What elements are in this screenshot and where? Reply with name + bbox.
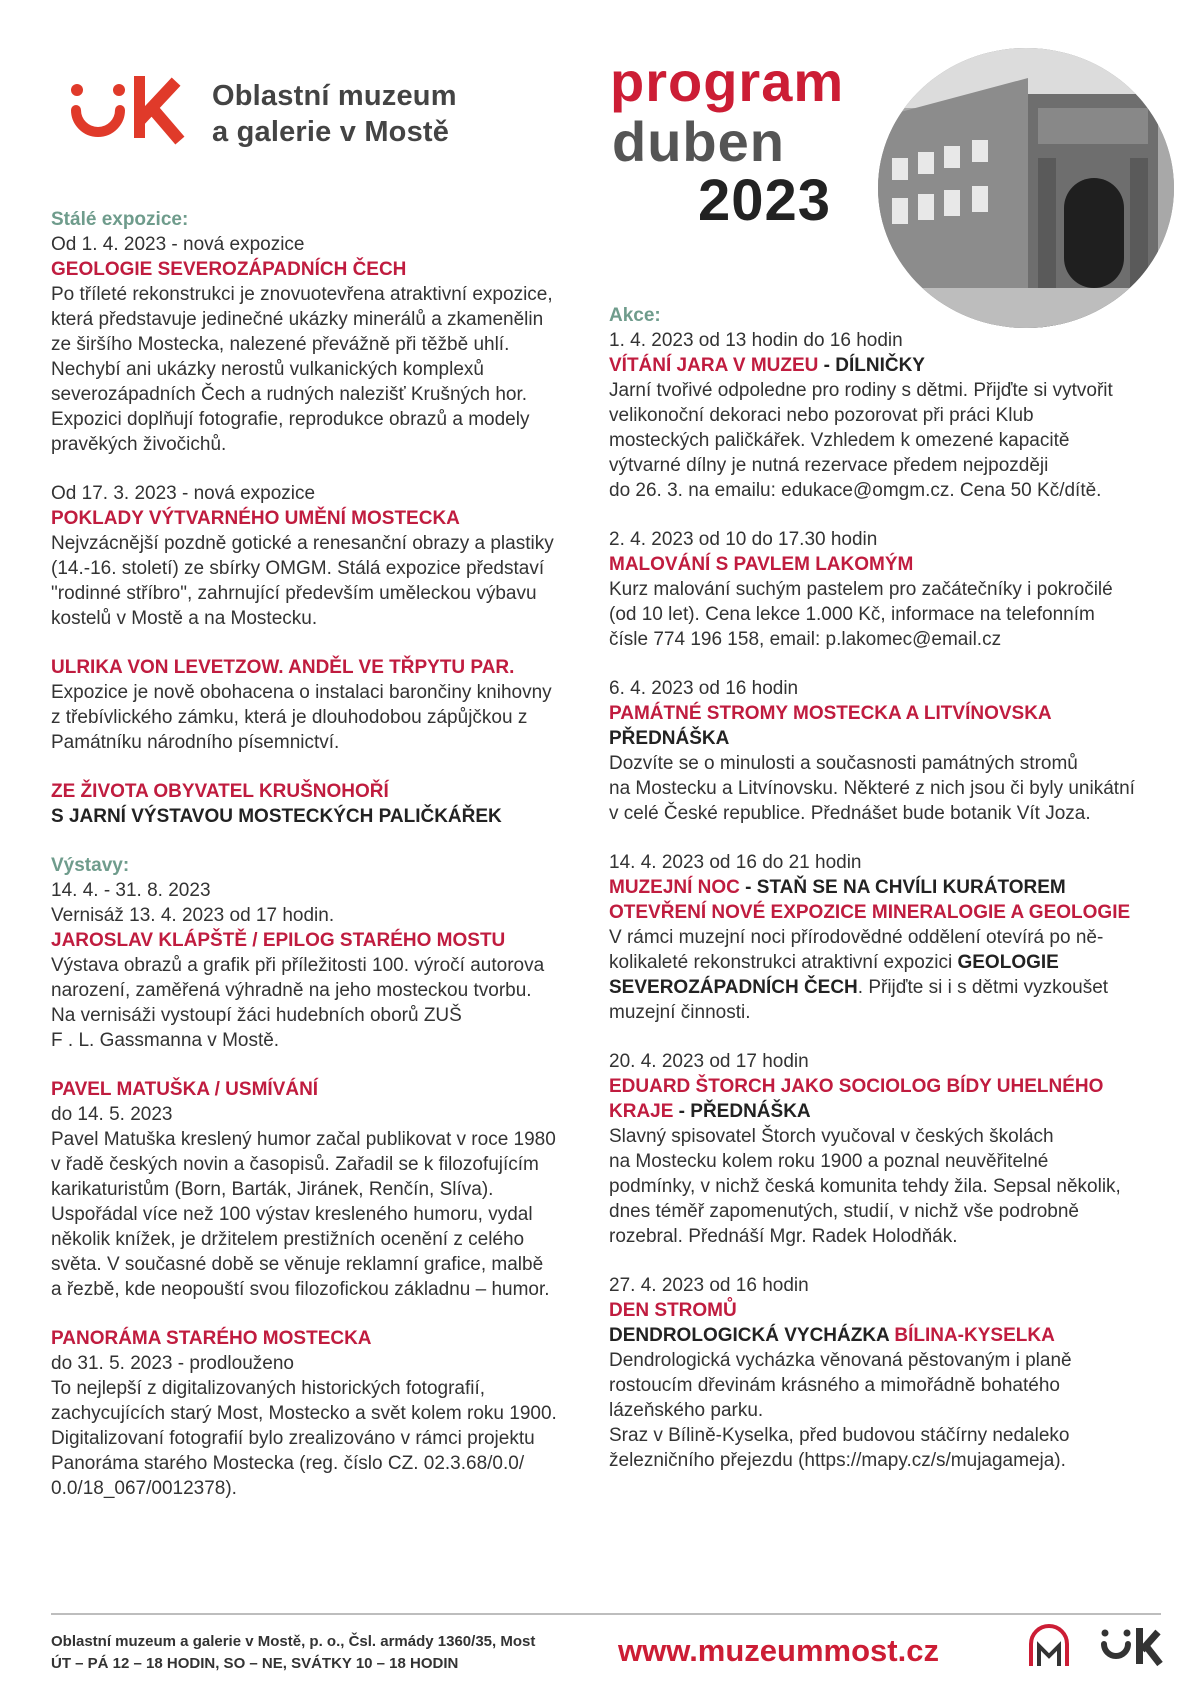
event-desc-line: karikaturistům (Born, Barták, Jiránek, Renčín, Slíva). [51,1179,494,1200]
event-desc-line: 0.0/18_067/0012378). [51,1478,237,1499]
event-desc-line: výtvarné dílny je nutná rezervace předem nejpozději [609,455,1049,476]
event-desc-line: Pavel Matuška kreslený humor začal publikovat v roce 1980 [51,1129,556,1150]
event-desc-line: Panoráma starého Mostecka (reg. číslo CZ. 02.3.68/0.0/ [51,1453,525,1474]
event-desc-line: zachycujících starý Most, Mostecko a svět kolem roku 1900. [51,1403,557,1424]
event-desc-line: rostoucím dřevinám krásného a mimořádně bohatého [609,1375,1060,1396]
org-name-line2: a galerie v Mostě [212,116,450,148]
event-desc-line: Slavný spisovatel Štorch vyučoval v českých školách [609,1126,1054,1147]
event-date: 14. 4. - 31. 8. 2023 [51,880,211,901]
mg-logo-icon [1027,1622,1073,1670]
event-type: - PŘEDNÁŠKA [673,1101,811,1122]
event-date: 27. 4. 2023 od 16 hodin [609,1275,809,1296]
event-desc-line: světa. V současné době se věnuje reklamní grafice, malbě [51,1254,544,1275]
event-desc-line: muzejní činnosti. [609,1002,751,1023]
event-desc-line: severozápadních Čech a rudných nalezišť Krušných hor. [51,384,528,405]
event-desc-line: V rámci muzejní noci přírodovědné oddělení otevírá po ně- [609,927,1104,948]
event-title: EDUARD ŠTORCH JAKO SOCIOLOG BÍDY UHELNÉHO [609,1076,1104,1097]
event-date: Od 1. 4. 2023 - nová expozice [51,234,305,255]
event-subtitle: DENDROLOGICKÁ VYCHÁZKA [609,1325,895,1346]
event-desc-line: (14.-16. století) ze sbírky OMGM. Stálá expozice představí [51,558,545,579]
event-desc-line: v řadě českých novin a časopisů. Zařadil se k filozofujícím [51,1154,539,1175]
event-desc-bold: SEVEROZÁPADNÍCH ČECH [609,977,858,998]
event-desc-line [609,975,1169,1000]
event-desc-line: Expozici doplňují fotografie, reprodukce obrazů a modely [51,409,530,430]
org-name [212,78,457,150]
org-name-line1: Oblastní muzeum [212,80,457,112]
event-date: 2. 4. 2023 od 10 do 17.30 hodin [609,529,878,550]
event-desc-line: Na vernisáži vystoupí žáci hudebních oborů ZUŠ [51,1005,462,1026]
left-column [51,207,596,1501]
event-desc-line: Digitalizovaní fotografií bylo zrealizováno v rámci projektu [51,1428,535,1449]
uk-logo-icon [1100,1626,1166,1668]
right-column [609,303,1169,1473]
event-desc-line: ze širšího Mostecka, nalezené převážně při těžbě uhlí. [51,334,510,355]
event-date: do 14. 5. 2023 [51,1104,173,1125]
event-title: ZE ŽIVOTA OBYVATEL KRUŠNOHOŘÍ [51,781,389,802]
event-date: do 31. 5. 2023 - prodlouženo [51,1353,294,1374]
event-desc-line: v celé České republice. Přednášet bude botanik Vít Joza. [609,803,1091,824]
event-desc-line: do 26. 3. na emailu: edukace@omgm.cz. Cena 50 Kč/dítě. [609,480,1102,501]
event-desc-line: Jarní tvořivé odpoledne pro rodiny s dětmi. Přijďte si vytvořit [609,380,1113,401]
event-desc-text: kolikaleté rekonstrukci atraktivní expozici [609,952,958,973]
vernissage-note: Vernisáž 13. 4. 2023 od 17 hodin. [51,905,335,926]
event-title: KRAJE [609,1101,674,1122]
building-photo [878,48,1174,328]
event-date: 14. 4. 2023 od 16 do 21 hodin [609,852,862,873]
event-desc-line: podmínky, v nichž česká komunita tehdy žila. Sepsal několik, [609,1176,1121,1197]
event-desc-line: "rodinné stříbro", zahrnující především uměleckou výbavu [51,583,537,604]
event-desc-line: kostelů v Mostě a na Mostecku. [51,608,318,629]
event-desc-line: a řezbě, kde neopouští svou filozofickou základnu – humor. [51,1279,550,1300]
permanent-exhibitions-heading: Stálé expozice: [51,209,189,230]
month-label: duben [612,110,785,173]
event-desc-line: Sraz v Bílině-Kyselka, před budovou stáčírny nedaleko [609,1425,1070,1446]
event-desc-line: Expozice je nově obohacena o instalaci barončiny knihovny [51,682,552,703]
event-desc-line: To nejlepší z digitalizovaných historických fotografií, [51,1378,486,1399]
event-desc-line: dnes téměř zapomenutých, studií, v nichž vše podrobně [609,1201,1079,1222]
museum-logo-icon [68,72,188,152]
event-desc-line: Kurz malování suchým pastelem pro začátečníky i pokročilé [609,579,1113,600]
event-desc-line: Dendrologická vycházka věnovaná pěstovaným i planě [609,1350,1072,1371]
year-label: 2023 [698,168,832,233]
event-desc-line: na Mostecku a Litvínovsku. Některé z nich jsou či byly unikátní [609,778,1135,799]
event-desc-line: Dozvíte se o minulosti a současnosti památných stromů [609,753,1078,774]
event-title: POKLADY VÝTVARNÉHO UMĚNÍ MOSTECKA [51,508,460,529]
event-subtitle: - STAŇ SE NA CHVÍLI KURÁTOREM [739,877,1066,898]
event-date: 6. 4. 2023 od 16 hodin [609,678,799,699]
event-desc-line: Nechybí ani ukázky nerostů vulkanických komplexů [51,359,484,380]
event-title-row [609,875,1169,900]
event-desc-line: na Mostecku kolem roku 1900 a poznal neuvěřitelné [609,1151,1049,1172]
event-title: PAVEL MATUŠKA / USMÍVÁNÍ [51,1079,319,1100]
event-desc-line: pravěkých živočichů. [51,434,227,455]
event-title-row [609,1323,1169,1348]
event-title: JAROSLAV KLÁPŠTĚ / EPILOG STARÉHO MOSTU [51,930,506,951]
event-desc-line: Po tříleté rekonstrukci je znovuotevřena atraktivní expozice, [51,284,553,305]
event-title: GEOLOGIE SEVEROZÁPADNÍCH ČECH [51,259,407,280]
event-desc-line: (od 10 let). Cena lekce 1.000 Kč, informace na telefonním [609,604,1095,625]
event-desc-bold: GEOLOGIE [957,952,1059,973]
event-date: Od 17. 3. 2023 - nová expozice [51,483,316,504]
event-title: MUZEJNÍ NOC [609,877,740,898]
event-desc-line: lázeňského parku. [609,1400,764,1421]
events-heading: Akce: [609,305,661,326]
event-title-row [609,1099,1169,1124]
event-title: PAMÁTNÉ STROMY MOSTECKA A LITVÍNOVSKA [609,703,1052,724]
event-subtitle: S JARNÍ VÝSTAVOU MOSTECKÝCH PALIČKÁŘEK [51,806,502,827]
event-desc-line: několik knížek, je držitelem prestižních ocenění z celého [51,1229,525,1250]
footer-address [51,1631,535,1675]
event-desc-line: Památníku národního písemnictví. [51,732,340,753]
event-desc-line: čísle 774 196 158, email: p.lakomec@email.cz [609,629,1002,650]
exhibitions-heading: Výstavy: [51,855,130,876]
event-type: PŘEDNÁŠKA [609,728,730,749]
event-desc-line: mosteckých paličkářek. Vzhledem k omezené kapacitě [609,430,1070,451]
event-desc-text: . Přijďte si i s dětmi vyzkoušet [857,977,1109,998]
event-desc-line [609,950,1169,975]
event-desc-line: Uspořádal více než 100 výstav kresleného humoru, vydal [51,1204,533,1225]
website-link[interactable]: www.muzeummost.cz [618,1633,939,1668]
event-title: VÍTÁNÍ JARA V MUZEU [609,355,819,376]
footer-address-line: Oblastní muzeum a galerie v Mostě, p. o., Čsl. armády 1360/35, Most [51,1633,536,1650]
event-title: PANORÁMA STARÉHO MOSTECKA [51,1328,372,1349]
event-desc-line: narození, zaměřená výhradně na jeho mosteckou tvorbu. [51,980,532,1001]
event-desc-line: rozebral. Přednáší Mgr. Radek Holodňák. [609,1226,958,1247]
event-type: - DÍLNIČKY [818,355,925,376]
event-desc-line: Nejvzácnější pozdně gotické a renesanční obrazy a plastiky [51,533,554,554]
footer-divider [51,1613,1161,1615]
event-desc-line: z třebívlického zámku, která je dlouhodobou zápůjčkou z [51,707,528,728]
event-title-row [609,353,1169,378]
footer-hours-line: ÚT – PÁ 12 – 18 HODIN, SO – NE, SVÁTKY 10 – 18 HODIN [51,1655,459,1672]
event-desc-line: velikonoční dekoraci nebo pozorovat při práci Klub [609,405,1034,426]
event-date: 20. 4. 2023 od 17 hodin [609,1051,809,1072]
event-title: OTEVŘENÍ NOVÉ EXPOZICE MINERALOGIE A GEOLOGIE [609,902,1131,923]
event-desc-line: která představuje jedinečné ukázky minerálů a zkamenělin [51,309,544,330]
event-desc-line: F . L. Gassmanna v Mostě. [51,1030,280,1051]
event-desc-line: železničního přejezdu (https://mapy.cz/s/mujagameja). [609,1450,1066,1471]
event-desc-line: Výstava obrazů a grafik při příležitosti 100. výročí autorova [51,955,545,976]
event-title: ULRIKA VON LEVETZOW. ANDĚL VE TŘPYTU PAR. [51,657,515,678]
event-location: BÍLINA-KYSELKA [894,1325,1055,1346]
event-date: 1. 4. 2023 od 13 hodin do 16 hodin [609,330,903,351]
event-title: DEN STROMŮ [609,1300,737,1321]
event-title: MALOVÁNÍ S PAVLEM LAKOMÝM [609,554,914,575]
program-label: program [610,50,845,113]
